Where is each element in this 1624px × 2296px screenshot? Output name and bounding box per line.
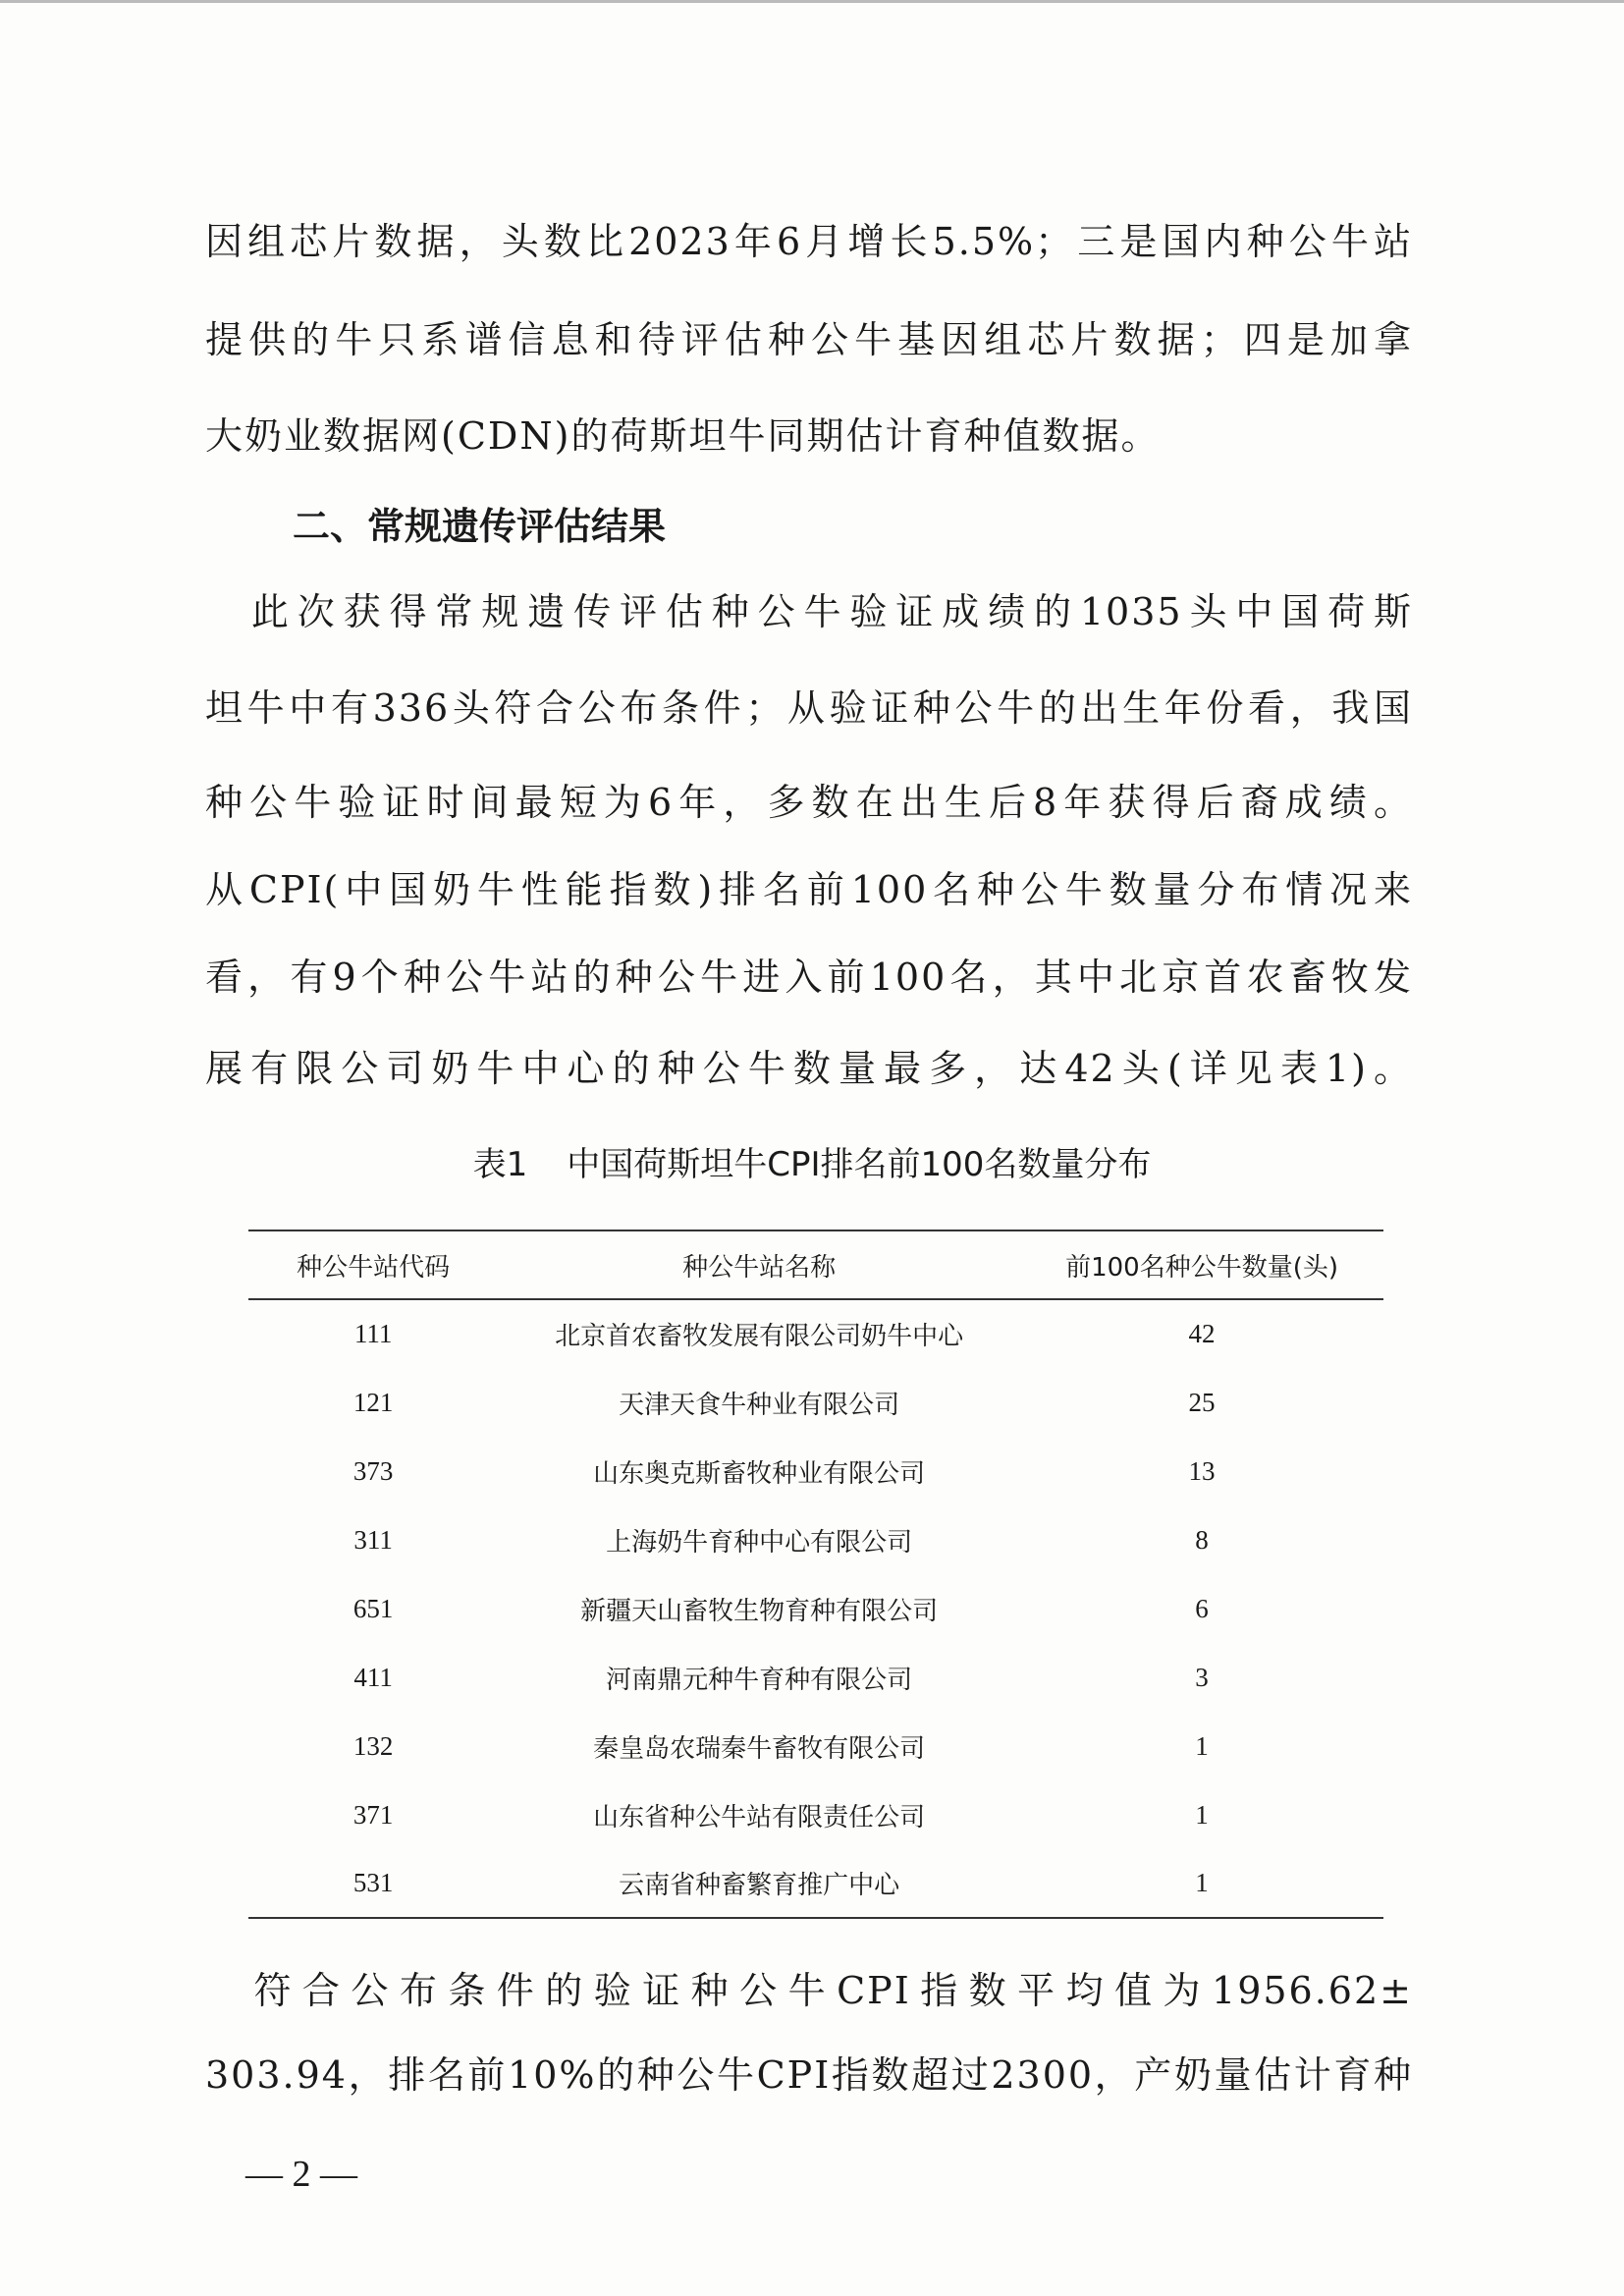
page-edge: [0, 0, 1624, 3]
station-name-cell: 山东奥克斯畜牧种业有限公司: [593, 1458, 926, 1489]
bull-count-cell: 8: [1195, 1524, 1209, 1555]
station-code-cell: 111: [353, 1319, 393, 1348]
table-row: [248, 1849, 1383, 1918]
station-code-cell: 371: [352, 1799, 394, 1830]
section-heading: 二、常规遗传评估结果: [293, 505, 667, 548]
station-name-cell: 北京首农畜牧发展有限公司奶牛中心: [555, 1322, 964, 1351]
station-name-cell: 山东省种公牛站有限责任公司: [593, 1802, 926, 1832]
body-text-line: 看，有9个种公牛站的种公牛进入前100名，其中北京首农畜牧发: [205, 956, 1413, 999]
table-row: [248, 1437, 1383, 1505]
body-text-line: 展有限公司奶牛中心的种公牛数量最多，达42头(详见表1)。: [205, 1047, 1413, 1090]
body-text-line: 种公牛验证时间最短为6年，多数在出生后8年获得后裔成绩。: [205, 781, 1413, 824]
station-name-cell: 上海奶牛育种中心有限公司: [606, 1527, 913, 1558]
table-row: [248, 1368, 1383, 1437]
body-text-line: 大奶业数据网(CDN)的荷斯坦牛同期估计育种值数据。: [205, 414, 1161, 458]
table-row: [248, 1299, 1383, 1368]
table-caption: [0, 1137, 1624, 1185]
header-station-name: 种公牛站名称: [682, 1252, 837, 1283]
station-code-cell: 411: [353, 1662, 393, 1692]
station-name-cell: 河南鼎元种牛育种有限公司: [606, 1665, 913, 1695]
station-code-cell: 651: [352, 1593, 394, 1623]
table-header-row: [248, 1230, 1383, 1299]
body-text-line: 此次获得常规遗传评估种公牛验证成绩的1035头中国荷斯: [205, 590, 1413, 633]
distribution-table: [248, 1230, 1383, 1919]
station-code-cell: 531: [352, 1868, 394, 1897]
bull-count-cell: 1: [1195, 1730, 1209, 1761]
station-code-cell: 132: [352, 1730, 394, 1761]
table-caption-label: 表1: [472, 1145, 528, 1184]
bull-count-cell: 1: [1195, 1799, 1209, 1830]
bull-count-cell: 25: [1188, 1387, 1216, 1417]
table-caption-title: 中国荷斯坦牛CPI排名前100名数量分布: [567, 1145, 1152, 1184]
page-number: — 2 —: [245, 2154, 357, 2195]
bull-count-cell: 42: [1188, 1319, 1216, 1348]
station-code-cell: 311: [353, 1524, 393, 1555]
body-text-line: 坦牛中有336头符合公布条件；从验证种公牛的出生年份看，我国: [205, 686, 1413, 730]
body-text-line: 303.94，排名前10%的种公牛CPI指数超过2300，产奶量估计育种: [205, 2053, 1413, 2097]
body-text-line: 因组芯片数据，头数比2023年6月增长5.5%；三是国内种公牛站: [205, 220, 1413, 263]
station-name-cell: 天津天食牛种业有限公司: [619, 1390, 900, 1420]
table-row: [248, 1643, 1383, 1712]
header-bull-count: 前100名种公牛数量(头): [1065, 1252, 1338, 1283]
header-station-code: 种公牛站代码: [297, 1252, 451, 1283]
bull-count-cell: 6: [1195, 1593, 1209, 1623]
table-row: [248, 1574, 1383, 1643]
station-code-cell: 121: [352, 1387, 394, 1417]
table-row: [248, 1712, 1383, 1780]
station-code-cell: 373: [352, 1455, 394, 1486]
body-text-line: 符合公布条件的验证种公牛CPI指数平均值为1956.62±: [205, 1969, 1413, 2012]
bull-count-cell: 3: [1195, 1662, 1209, 1692]
body-text-line: 提供的牛只系谱信息和待评估种公牛基因组芯片数据；四是加拿: [205, 318, 1413, 361]
station-name-cell: 云南省种畜繁育推广中心: [619, 1871, 900, 1900]
station-name-cell: 新疆天山畜牧生物育种有限公司: [580, 1596, 939, 1626]
body-text-line: 从CPI(中国奶牛性能指数)排名前100名种公牛数量分布情况来: [205, 868, 1413, 911]
table-row: [248, 1780, 1383, 1849]
bull-count-cell: 1: [1195, 1868, 1209, 1897]
table-row: [248, 1505, 1383, 1574]
bull-count-cell: 13: [1188, 1455, 1216, 1486]
station-name-cell: 秦皇岛农瑞秦牛畜牧有限公司: [593, 1733, 926, 1764]
